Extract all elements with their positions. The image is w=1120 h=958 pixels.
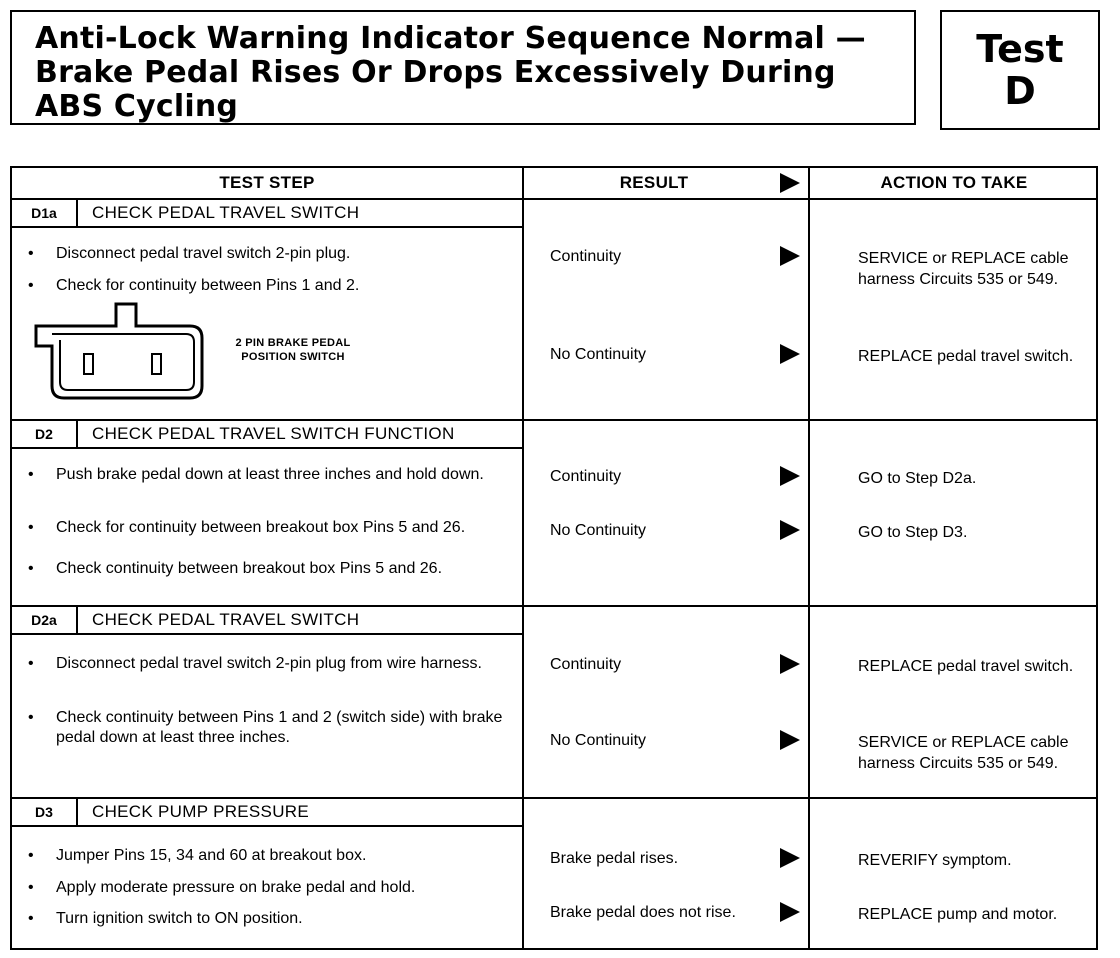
action-text: SERVICE or REPLACE cable harness Circuits 535 or 549. — [858, 250, 1069, 288]
result-arrow-icon — [780, 344, 800, 364]
connector-inner-outline — [52, 334, 194, 390]
result-text: No Continuity — [550, 346, 647, 363]
step-title: CHECK PEDAL TRAVEL SWITCH FUNCTION — [92, 424, 455, 443]
step-title: CHECK PUMP PRESSURE — [92, 802, 309, 821]
column-header-test-step: TEST STEP — [219, 173, 315, 192]
result-arrow-icon — [780, 520, 800, 540]
diagram-label-line-2: POSITION SWITCH — [241, 351, 345, 363]
result-arrow-icon — [780, 246, 800, 266]
step-header-d2a — [12, 607, 522, 633]
column-header-action: ACTION TO TAKE — [880, 173, 1028, 192]
header-arrow-icon — [780, 173, 800, 193]
step-bullet: • Apply moderate pressure on brake pedal and hold. — [30, 878, 515, 898]
title-box — [10, 10, 916, 125]
step-header-underline — [12, 825, 524, 827]
result-text: No Continuity — [550, 732, 647, 749]
step-bullet: • Turn ignition switch to ON position. — [30, 909, 515, 929]
step-title: CHECK PEDAL TRAVEL SWITCH — [92, 610, 360, 629]
diagram-label — [208, 336, 378, 364]
column-header-result: RESULT — [619, 173, 689, 192]
step-header-d3 — [12, 799, 522, 825]
step-header-d1a — [12, 200, 522, 226]
result-text: No Continuity — [550, 522, 647, 539]
step-header-underline — [12, 633, 524, 635]
step-bullet: • Jumper Pins 15, 34 and 60 at breakout box. — [30, 846, 515, 866]
step-title: CHECK PEDAL TRAVEL SWITCH — [92, 203, 360, 222]
step-bullet: • Check continuity between Pins 1 and 2 (switch side) with brake pedal down at least three inches. — [30, 708, 515, 748]
step-id: D3 — [12, 799, 78, 825]
result-arrow-icon — [780, 466, 800, 486]
test-letter: D — [1004, 69, 1036, 113]
action-text: GO to Step D3. — [858, 524, 968, 541]
result-text: Brake pedal does not rise. — [550, 904, 736, 921]
column-divider — [522, 168, 524, 950]
test-table — [10, 166, 1098, 950]
result-arrow-icon — [780, 730, 800, 750]
step-bullet: • Disconnect pedal travel switch 2-pin plug. — [30, 244, 515, 264]
result-arrow-icon — [780, 902, 800, 922]
connector-pin-2 — [152, 354, 161, 374]
diagram-label-line-1: 2 PIN BRAKE PEDAL — [235, 337, 351, 349]
test-word: Test — [976, 27, 1064, 71]
step-id: D1a — [12, 200, 78, 226]
test-id-box — [940, 10, 1100, 130]
step-bullet: • Disconnect pedal travel switch 2-pin plug from wire harness. — [30, 654, 515, 674]
title-line-2: Brake Pedal Rises Or Drops Excessively During — [35, 55, 836, 90]
step-bullet: • Check continuity between breakout box Pins 5 and 26. — [30, 559, 515, 579]
action-text: REVERIFY symptom. — [858, 852, 1012, 869]
step-header-underline — [12, 447, 524, 449]
action-text: REPLACE pedal travel switch. — [858, 658, 1074, 675]
step-id: D2a — [12, 607, 78, 633]
step-id: D2 — [12, 421, 78, 447]
connector-pin-1 — [84, 354, 93, 374]
action-text: REPLACE pedal travel switch. — [858, 348, 1074, 365]
result-arrow-icon — [780, 654, 800, 674]
action-text: SERVICE or REPLACE cable harness Circuits 535 or 549. — [858, 734, 1069, 772]
action-text: REPLACE pump and motor. — [858, 906, 1058, 923]
result-arrow-icon — [780, 848, 800, 868]
step-bullet: • Push brake pedal down at least three inches and hold down. — [30, 465, 515, 485]
pedal-switch-connector-diagram — [30, 300, 210, 404]
action-text: GO to Step D2a. — [858, 470, 977, 487]
column-divider — [808, 168, 810, 950]
result-text: Brake pedal rises. — [550, 850, 679, 867]
result-text: Continuity — [550, 656, 622, 673]
result-text: Continuity — [550, 468, 622, 485]
title-line-1: Anti-Lock Warning Indicator Sequence Normal — — [35, 21, 866, 56]
step-bullet: • Check for continuity between breakout box Pins 5 and 26. — [30, 518, 515, 538]
step-bullet: • Check for continuity between Pins 1 and 2. — [30, 276, 515, 296]
step-header-underline — [12, 226, 524, 228]
page-title — [35, 22, 866, 124]
title-line-3: ABS Cycling — [35, 89, 239, 124]
step-header-d2 — [12, 421, 522, 447]
result-text: Continuity — [550, 248, 622, 265]
